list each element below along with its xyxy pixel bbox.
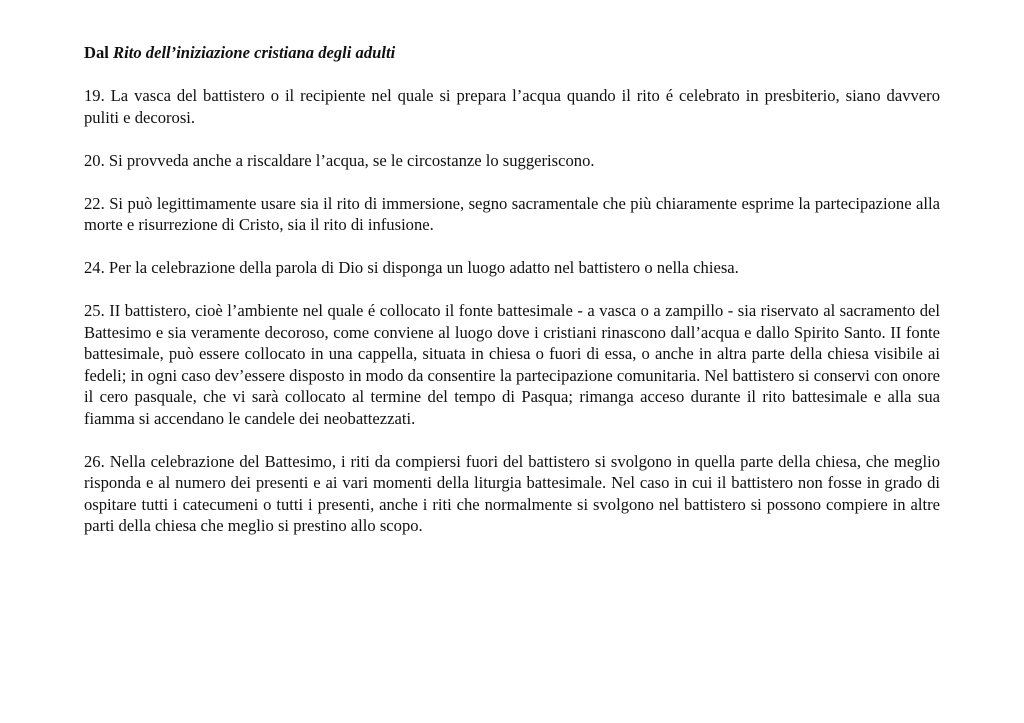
paragraph-19: 19. La vasca del battistero o il recipiente nel quale si prepara l’acqua quando il rito é celebrato in presbiterio, siano davvero puliti e decorosi. xyxy=(84,86,940,127)
heading-title: Rito dell’iniziazione cristiana degli adulti xyxy=(113,43,396,62)
paragraph-25: 25. II battistero, cioè l’ambiente nel quale é collocato il fonte battesimale - a vasca o a zampillo - sia riservato al sacramento del Battesimo e sia veramente decoroso, come conviene al luogo dove i cristiani rinascono dall’acqua e dallo Spirito Santo. II fonte battesimale, può essere collocato in una cappella, situata in chiesa o fuori di essa, o anche in altra parte della chiesa visibile ai fedeli; in ogni caso dev’essere disposto in modo da consentire la partecipazione comunitaria. Nel battistero si conservi con onore il cero pasquale, che vi sarà collocato al termine del tempo di Pasqua; rimanga acceso durante il rito battesimale e alla sua fiamma si accendano le candele dei neobattezzati. xyxy=(84,301,940,428)
paragraph-22: 22. Si può legittimamente usare sia il rito di immersione, segno sacramentale che più chiaramente esprime la partecipazione alla morte e risurrezione di Cristo, sia il rito di infusione. xyxy=(84,193,940,234)
heading-prefix: Dal xyxy=(84,43,109,62)
paragraph-24: 24. Per la celebrazione della parola di Dio si disponga un luogo adatto nel battistero o nella chiesa. xyxy=(84,258,739,277)
paragraph-20: 20. Si provveda anche a riscaldare l’acqua, se le circostanze lo suggeriscono. xyxy=(84,150,595,170)
document-heading xyxy=(84,42,940,64)
document-page xyxy=(84,42,940,558)
paragraph-26: 26. Nella celebrazione del Battesimo, i riti da compiersi fuori del battistero si svolgono in quella parte della chiesa, che meglio risponda e al numero dei presenti e ai vari momenti della liturgia battesimale. Nel caso in cui il battistero non fosse in grado di ospitare tutti i catecumeni o tutti i presenti, anche i riti che normalmente si svolgono nel battistero si possono compiere in altre parti della chiesa che meglio si prestino allo scopo. xyxy=(84,451,940,535)
